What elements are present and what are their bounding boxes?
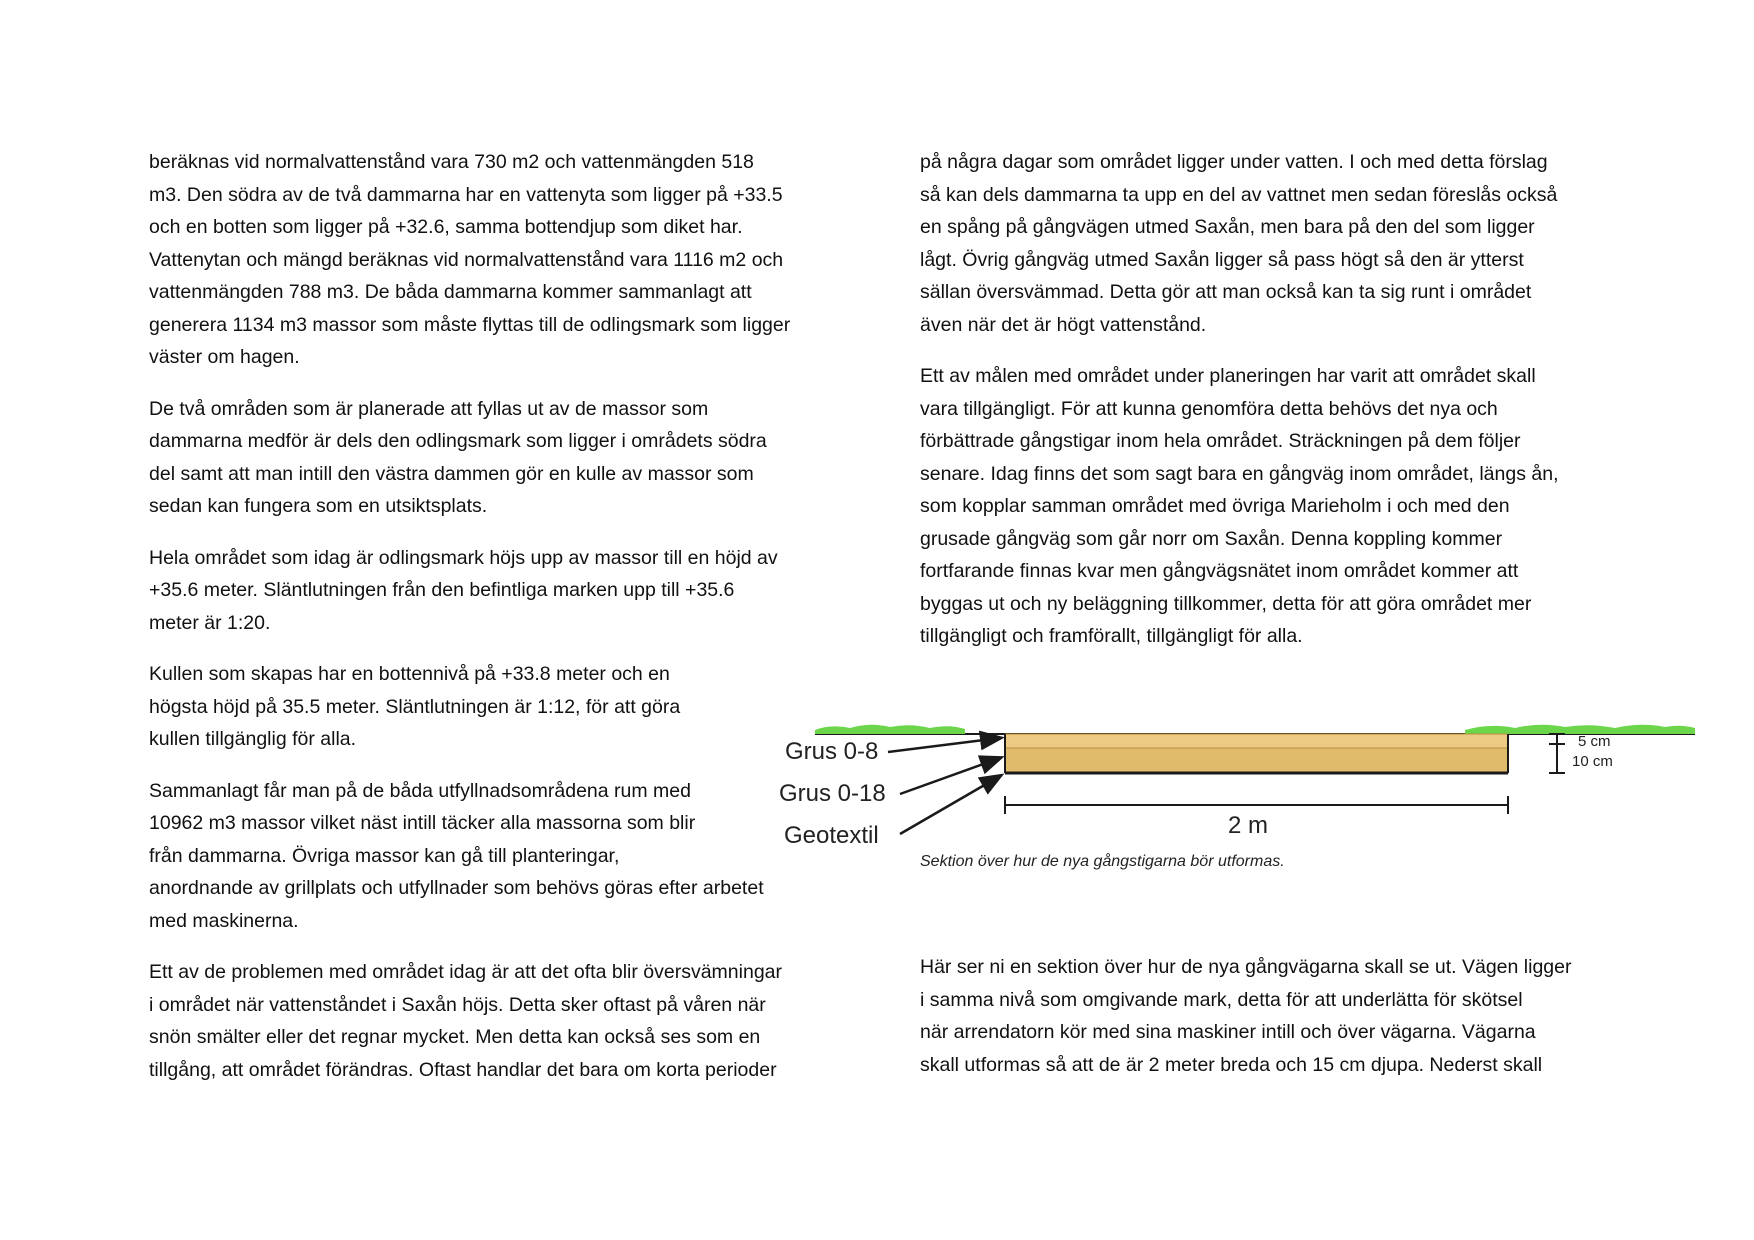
depth-label-10cm: 10 cm — [1572, 753, 1613, 770]
paragraph-ponds-volume — [149, 146, 854, 374]
text-line: beräknas vid normalvattenstånd vara 730 m2 och vattenmängden 518 — [149, 151, 754, 173]
text-line: som kopplar samman området med övriga Marieholm i och med den — [920, 495, 1510, 517]
paragraph-section-description — [920, 951, 1625, 1081]
text-line: sällan översvämmad. Detta gör att man också kan ta sig runt i området — [920, 281, 1532, 303]
paragraph-hill — [149, 658, 854, 756]
text-line: De två områden som är planerade att fyllas ut av de massor som — [149, 397, 709, 420]
left-text-column — [149, 146, 854, 1105]
paragraph-total-masses — [149, 775, 854, 938]
text-line: Kullen som skapas har en bottennivå på +33.8 meter och en — [149, 663, 670, 685]
label-grus-0-18: Grus 0-18 — [779, 780, 886, 807]
text-line: i området när vattenståndet i Saxån höjs. Detta sker oftast på våren när — [149, 993, 766, 1016]
gravel-layer-top — [1005, 734, 1508, 748]
paragraph-raise-level — [149, 542, 854, 640]
text-line: högsta höjd på 35.5 meter. Släntlutningen är 1:12, för att göra — [149, 695, 681, 718]
width-label: 2 m — [1228, 812, 1269, 839]
text-line: vara tillgängligt. För att kunna genomföra detta behövs det nya och — [920, 397, 1498, 420]
text-line: Ett av de problemen med området idag är att det ofta blir översvämningar — [149, 961, 782, 983]
paragraph-flooding — [149, 956, 854, 1086]
text-line: Ett av målen med området under planeringen har varit att området skall — [920, 365, 1536, 387]
text-line: när arrendatorn kör med sina maskiner intill och över vägarna. Vägarna — [920, 1021, 1536, 1043]
text-line: på några dagar som området ligger under vatten. I och med detta förslag — [920, 151, 1548, 173]
text-line: Sammanlagt får man på de båda utfyllnadsområdena rum med — [149, 779, 691, 802]
text-line: en spång på gångvägen utmed Saxån, men bara på den del som ligger — [920, 216, 1535, 238]
text-line: sedan kan fungera som en utsiktsplats. — [149, 495, 488, 517]
text-line: Här ser ni en sektion över hur de nya gångvägarna skall se ut. Vägen ligger — [920, 956, 1572, 978]
figure-caption: Sektion över hur de nya gångstigarna bör utformas. — [920, 853, 1285, 870]
paragraph-accessibility — [920, 360, 1625, 653]
text-line: m3. Den södra av de två dammarna har en vattenyta som ligger på +33.5 — [149, 183, 783, 206]
text-line: byggas ut och ny beläggning tillkommer, detta för att göra området mer — [920, 592, 1532, 615]
text-line: vattenmängden 788 m3. De båda dammarna kommer sammanlagt att — [149, 281, 752, 303]
text-line: i samma nivå som omgivande mark, detta för att underlätta för skötsel — [920, 988, 1523, 1011]
text-line: del samt att man intill den västra dammen gör en kulle av massor som — [149, 462, 754, 485]
arrow-grus-0-18 — [900, 758, 1000, 794]
text-line: Vattenytan och mängd beräknas vid normalvattenstånd vara 1116 m2 och — [149, 248, 784, 271]
text-line: förbättrade gångstigar inom hela området. Sträckningen på dem följer — [920, 430, 1521, 452]
grass-left — [815, 725, 965, 734]
text-line: väster om hagen. — [149, 346, 300, 368]
text-line: meter är 1:20. — [149, 611, 271, 634]
label-grus-0-8: Grus 0-8 — [785, 738, 879, 765]
text-line: dammarna medför är dels den odlingsmark som ligger i områdets södra — [149, 430, 767, 452]
path-section-diagram — [760, 700, 1700, 870]
arrow-geotextil — [900, 776, 1000, 834]
text-line: från dammarna. Övriga massor kan gå till planteringar, — [149, 844, 620, 867]
text-line: Hela området som idag är odlingsmark höjs upp av massor till en höjd av — [149, 546, 778, 569]
text-line: generera 1134 m3 massor som måste flyttas till de odlingsmark som ligger — [149, 313, 791, 336]
paragraph-fill-areas — [149, 393, 854, 523]
gravel-layer-bottom — [1005, 748, 1508, 773]
text-line: och en botten som ligger på +32.6, samma bottendjup som diket har. — [149, 216, 743, 238]
text-line: kullen tillgänglig för alla. — [149, 728, 357, 750]
text-line: med maskinerna. — [149, 909, 299, 932]
label-geotextil: Geotextil — [784, 822, 879, 849]
text-line: +35.6 meter. Släntlutningen från den befintliga marken upp till +35.6 — [149, 579, 735, 601]
paragraph-flood-solution — [920, 146, 1625, 341]
text-line: tillgängligt och framförallt, tillgängligt för alla. — [920, 625, 1303, 647]
text-line: tillgång, att området förändras. Oftast handlar det bara om korta perioder — [149, 1058, 777, 1081]
text-line: grusade gångväg som går norr om Saxån. Denna koppling kommer — [920, 527, 1503, 550]
text-line: 10962 m3 massor vilket näst intill täcker alla massorna som blir — [149, 812, 696, 834]
depth-label-5cm: 5 cm — [1578, 733, 1611, 750]
text-line: anordnande av grillplats och utfyllnader som behövs göras efter arbetet — [149, 877, 764, 899]
arrow-grus-0-8 — [888, 738, 1000, 752]
text-line: så kan dels dammarna ta upp en del av vattnet men sedan föreslås också — [920, 183, 1558, 206]
right-text-column-bottom — [920, 951, 1625, 1100]
text-line: fortfarande finnas kvar men gångvägsnätet inom området kommer att — [920, 560, 1519, 582]
text-line: lågt. Övrig gångväg utmed Saxån ligger så pass högt så den är ytterst — [920, 248, 1524, 271]
text-line: skall utformas så att de är 2 meter breda och 15 cm djupa. Nederst skall — [920, 1053, 1543, 1076]
text-line: snön smälter eller det regnar mycket. Men detta kan också ses som en — [149, 1026, 761, 1048]
text-line: senare. Idag finns det som sagt bara en gångväg inom området, längs ån, — [920, 462, 1559, 485]
text-line: även när det är högt vattenstånd. — [920, 313, 1207, 336]
right-text-column — [920, 146, 1625, 672]
